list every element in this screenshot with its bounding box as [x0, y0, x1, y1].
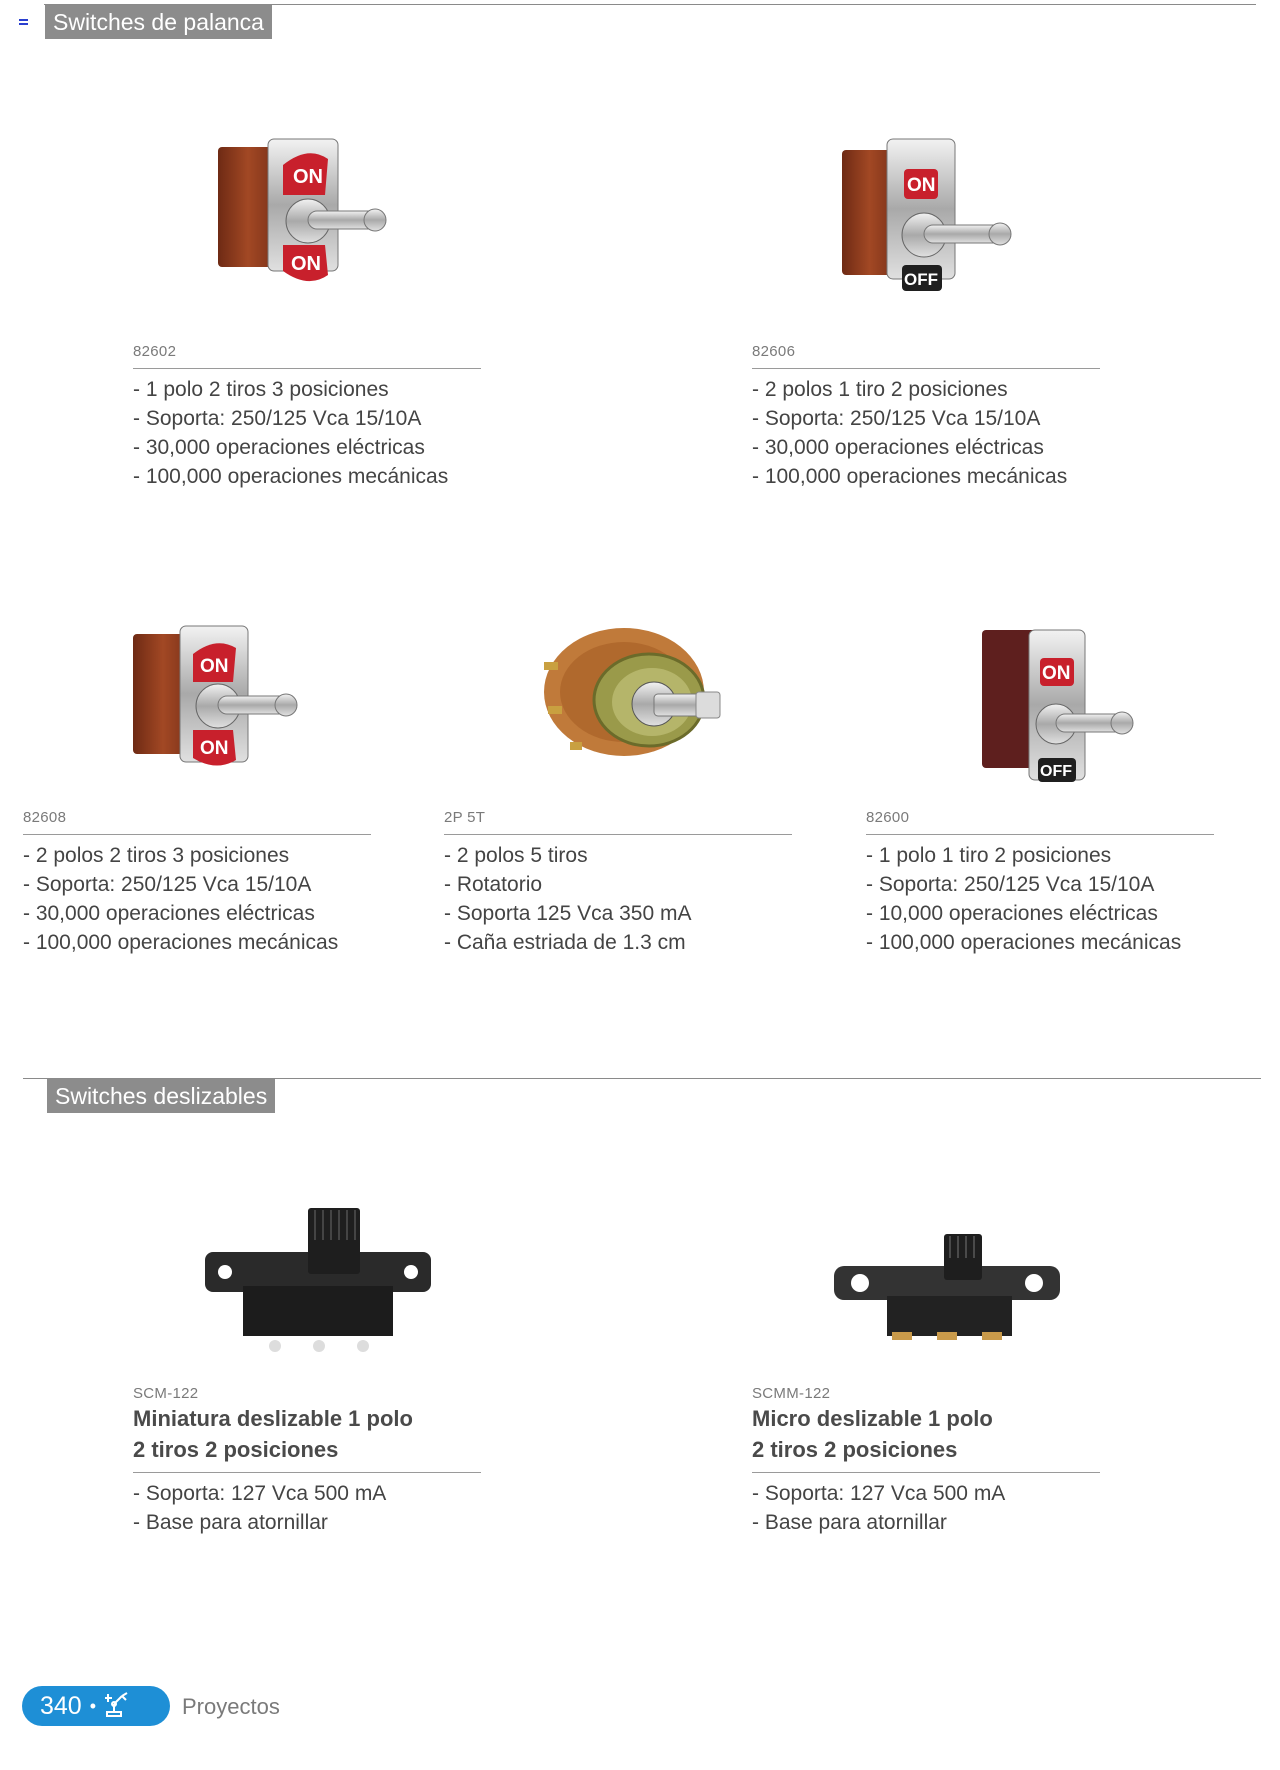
rotary-switch-photo	[444, 612, 792, 792]
product-code: SCM-122	[133, 1385, 199, 1402]
spec-line: - 100,000 operaciones mecánicas	[133, 465, 449, 488]
product-card	[752, 1200, 1100, 1537]
product-title: 2 tiros 2 posiciones	[752, 1437, 958, 1462]
divider	[444, 834, 792, 835]
toggle-switch-on-off-photo	[866, 612, 1214, 792]
svg-text:ON: ON	[200, 738, 229, 759]
slide-switch-photo	[133, 1200, 481, 1360]
spec-line: - Soporta: 127 Vca 500 mA	[752, 1482, 1006, 1505]
svg-text:ON: ON	[1042, 663, 1071, 684]
spec-line: - 2 polos 5 tiros	[444, 844, 588, 867]
product-code: 82608	[23, 809, 67, 826]
product-card	[133, 1200, 481, 1537]
spec-line: - Base para atornillar	[133, 1511, 328, 1534]
product-title: Miniatura deslizable 1 polo	[133, 1406, 413, 1431]
robot-arm-icon	[104, 1690, 130, 1723]
product-card	[866, 612, 1214, 957]
product-code: 82600	[866, 809, 910, 826]
bullet-marker-icon	[19, 19, 28, 28]
slide-switch-photo	[752, 1200, 1100, 1360]
spec-line: - 100,000 operaciones mecánicas	[23, 931, 339, 954]
svg-text:ON: ON	[291, 253, 321, 275]
separator-dot: •	[89, 1695, 97, 1716]
product-card	[444, 612, 792, 957]
spec-line: - Base para atornillar	[752, 1511, 947, 1534]
spec-line: - Soporta: 250/125 Vca 15/10A	[866, 873, 1155, 896]
section-label-slide: Switches deslizables	[47, 1079, 275, 1113]
spec-line: - 30,000 operaciones eléctricas	[752, 436, 1044, 459]
product-code: SCMM-122	[752, 1385, 831, 1402]
spec-line: - 2 polos 1 tiro 2 posiciones	[752, 378, 1008, 401]
svg-text:ON: ON	[200, 656, 229, 677]
section-label-toggle: Switches de palanca	[45, 5, 272, 39]
spec-line: - 10,000 operaciones eléctricas	[866, 902, 1158, 925]
product-code: 82606	[752, 343, 796, 360]
spec-line: - Soporta: 250/125 Vca 15/10A	[23, 873, 312, 896]
spec-line: - Soporta: 250/125 Vca 15/10A	[752, 407, 1041, 430]
spec-line: - Caña estriada de 1.3 cm	[444, 931, 686, 954]
divider	[866, 834, 1214, 835]
spec-line: - Soporta 125 Vca 350 mA	[444, 902, 692, 925]
spec-line: - 30,000 operaciones eléctricas	[23, 902, 315, 925]
page-number: 340	[40, 1692, 82, 1720]
spec-line: - Rotatorio	[444, 873, 543, 896]
divider	[23, 834, 371, 835]
spec-line: - 1 polo 2 tiros 3 posiciones	[133, 378, 389, 401]
svg-text:ON: ON	[293, 166, 323, 188]
toggle-switch-on-off-photo	[752, 125, 1100, 315]
spec-line: - 100,000 operaciones mecánicas	[866, 931, 1182, 954]
product-title: Micro deslizable 1 polo	[752, 1406, 993, 1431]
product-card	[23, 612, 371, 957]
product-title: 2 tiros 2 posiciones	[133, 1437, 339, 1462]
product-code: 82602	[133, 343, 177, 360]
toggle-switch-on-on-photo	[133, 125, 481, 315]
spec-line: - 100,000 operaciones mecánicas	[752, 465, 1068, 488]
page-number-badge	[22, 1686, 170, 1726]
svg-text:OFF: OFF	[904, 270, 938, 289]
divider	[133, 368, 481, 369]
divider	[133, 1472, 481, 1473]
toggle-switch-on-on-photo	[23, 612, 371, 792]
spec-line: - 30,000 operaciones eléctricas	[133, 436, 425, 459]
spec-line: - Soporta: 250/125 Vca 15/10A	[133, 407, 422, 430]
spec-line: - 1 polo 1 tiro 2 posiciones	[866, 844, 1112, 867]
spec-line: - Soporta: 127 Vca 500 mA	[133, 1482, 387, 1505]
product-code: 2P 5T	[444, 809, 486, 826]
divider	[752, 1472, 1100, 1473]
product-card	[752, 125, 1100, 491]
divider	[752, 368, 1100, 369]
spec-line: - 2 polos 2 tiros 3 posiciones	[23, 844, 290, 867]
footer-section-name: Proyectos	[182, 1694, 280, 1719]
svg-text:ON: ON	[907, 175, 936, 196]
svg-text:OFF: OFF	[1040, 763, 1072, 780]
product-card	[133, 125, 481, 491]
